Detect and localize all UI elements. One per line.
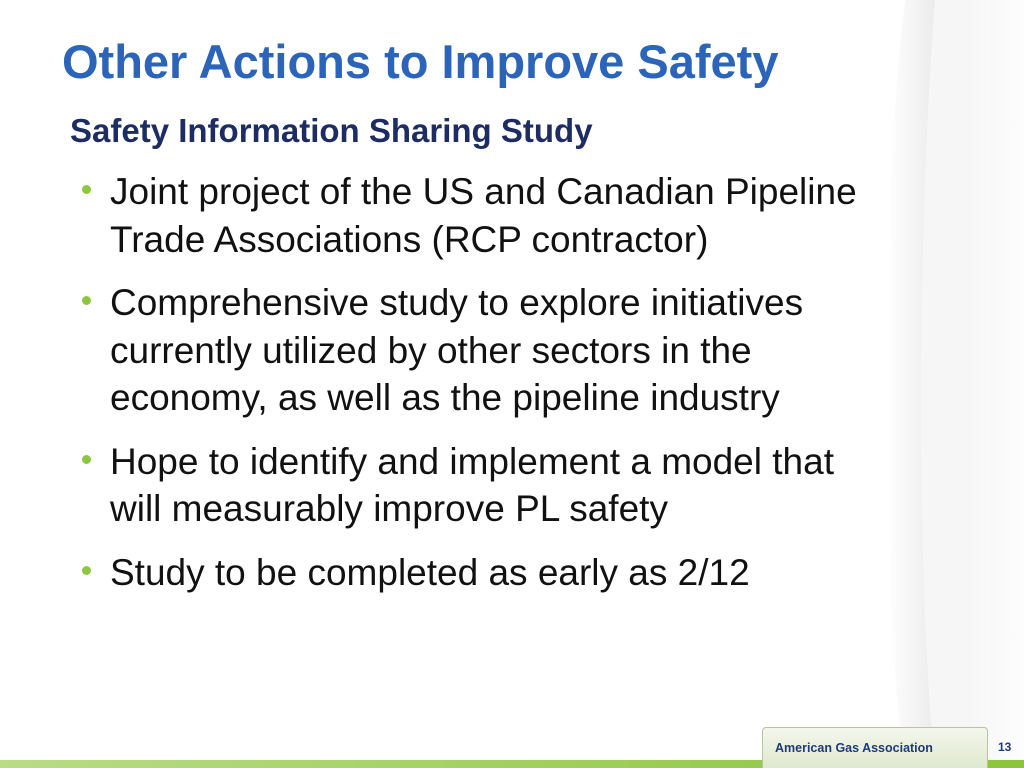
bullet-text: Joint project of the US and Canadian Pipeline Trade Associations (RCP contractor) [110, 171, 857, 260]
bullet-dot-icon [82, 185, 91, 194]
aga-logo [762, 727, 988, 768]
bullet-item [82, 549, 872, 597]
bullet-list [82, 168, 872, 612]
slide-title: Other Actions to Improve Safety [62, 35, 779, 88]
logo-text: American Gas Association [775, 741, 933, 755]
bullet-text: Hope to identify and implement a model that will measurably improve PL safety [110, 440, 834, 529]
bullet-item [82, 168, 872, 263]
bullet-item [82, 279, 872, 422]
bullet-dot-icon [82, 566, 91, 575]
slide-subtitle: Safety Information Sharing Study [70, 112, 593, 149]
bullet-item [82, 438, 872, 533]
bullet-dot-icon [82, 455, 91, 464]
bullet-text: Study to be completed as early as 2/12 [110, 551, 750, 593]
bullet-dot-icon [82, 296, 91, 305]
bullet-text: Comprehensive study to explore initiatives currently utilized by other sectors in the economy, as well as the pipeline industry [110, 282, 804, 418]
page-number: 13 [998, 740, 1012, 754]
